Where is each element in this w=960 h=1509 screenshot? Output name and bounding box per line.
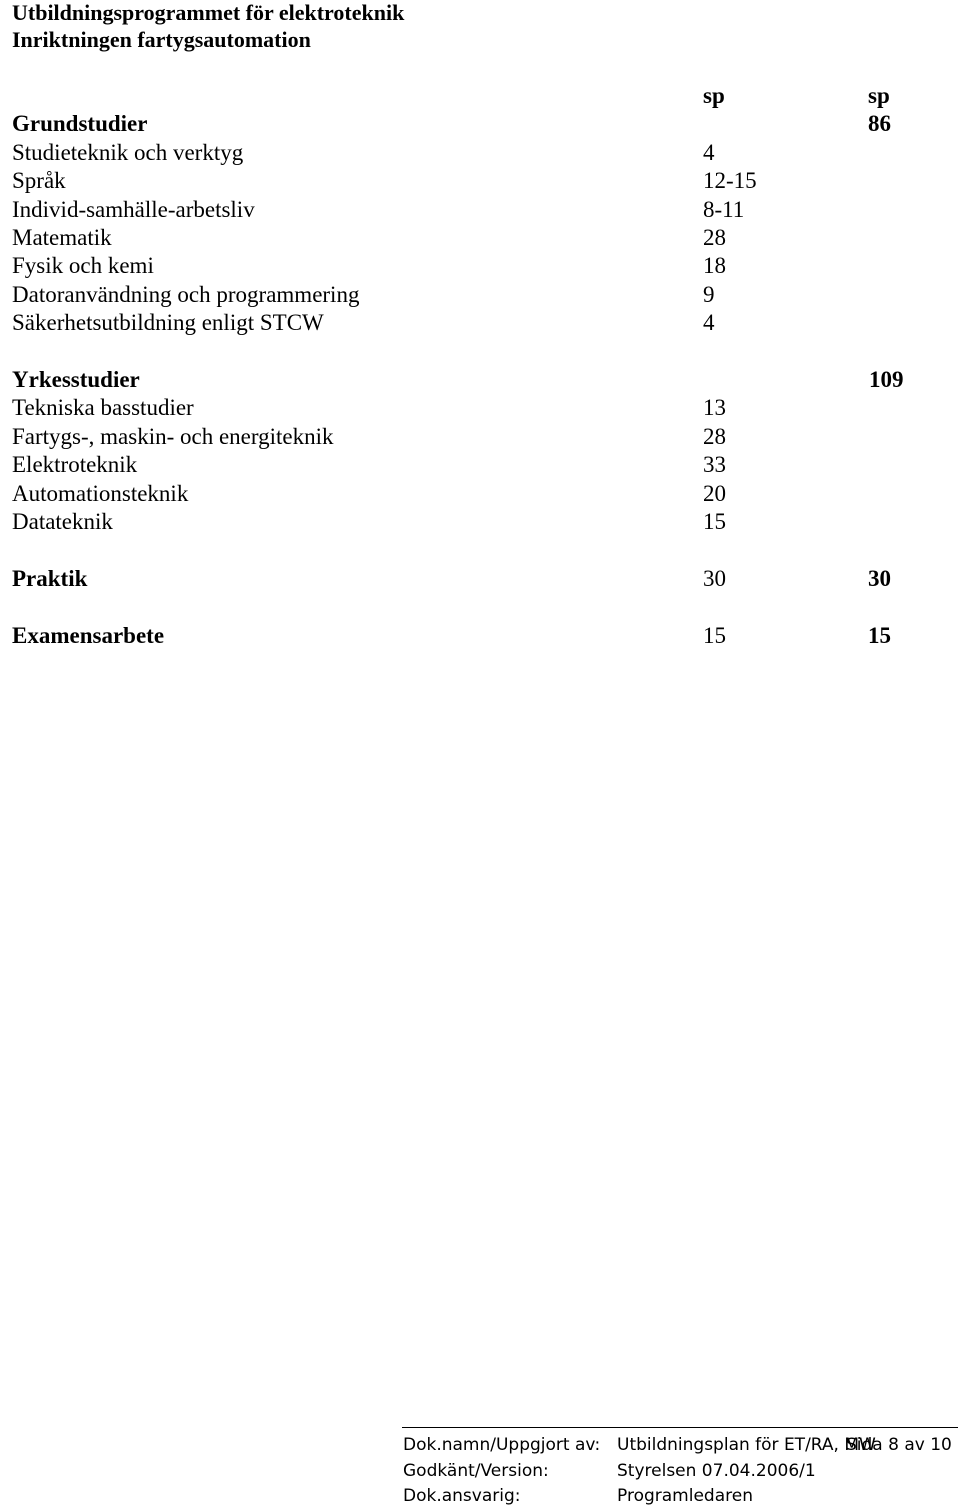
course-name: Säkerhetsutbildning enligt STCW xyxy=(12,310,324,335)
footer-approved-value: Styrelsen 07.04.2006/1 xyxy=(617,1461,816,1481)
course-sp: 20 xyxy=(703,481,726,506)
course-name: Tekniska basstudier xyxy=(12,395,194,420)
section-yrkesstudier xyxy=(12,366,952,394)
course-sp: 15 xyxy=(703,509,726,534)
footer-page-number: Sida 8 av 10 xyxy=(846,1435,952,1455)
section-grundstudier xyxy=(12,110,952,138)
section-praktik xyxy=(12,565,952,593)
course-name: Studieteknik och verktyg xyxy=(12,140,244,165)
section-sp: 30 xyxy=(703,566,726,591)
course-name: Datateknik xyxy=(12,509,113,534)
section-examensarbete xyxy=(12,622,952,650)
course-name: Automationsteknik xyxy=(12,481,189,506)
course-sp: 4 xyxy=(703,310,715,335)
course-name: Fartygs-, maskin- och energiteknik xyxy=(12,424,334,449)
document-subtitle: Inriktningen fartygsautomation xyxy=(12,27,311,52)
section-total: 30 xyxy=(868,566,891,591)
course-sp: 12-15 xyxy=(703,168,757,193)
course-row xyxy=(12,394,952,422)
course-sp: 28 xyxy=(703,225,726,250)
footer-responsible-value: Programledaren xyxy=(617,1486,753,1506)
course-row xyxy=(12,281,952,309)
course-sp: 28 xyxy=(703,424,726,449)
section-title: Grundstudier xyxy=(12,111,148,136)
course-row xyxy=(12,252,952,280)
course-row xyxy=(12,196,952,224)
course-name: Elektroteknik xyxy=(12,452,138,477)
course-name: Datoranvändning och programmering xyxy=(12,282,360,307)
course-name: Språk xyxy=(12,168,66,193)
course-row xyxy=(12,508,952,536)
course-sp: 8-11 xyxy=(703,197,745,222)
course-sp: 9 xyxy=(703,282,715,307)
footer-approved-label: Godkänt/Version: xyxy=(403,1461,549,1481)
footer-doc-name-label: Dok.namn/Uppgjort av: xyxy=(403,1435,601,1455)
section-sp: 15 xyxy=(703,623,726,648)
course-sp: 4 xyxy=(703,140,715,165)
course-name: Fysik och kemi xyxy=(12,253,154,278)
column-header-row xyxy=(12,82,952,110)
section-total: 109 xyxy=(869,367,904,392)
course-row xyxy=(12,480,952,508)
course-name: Individ-samhälle-arbetsliv xyxy=(12,197,255,222)
footer-doc-name-value: Utbildningsplan för ET/RA, MW xyxy=(617,1435,876,1455)
course-row xyxy=(12,224,952,252)
section-title: Praktik xyxy=(12,566,88,591)
document-title: Utbildningsprogrammet för elektroteknik xyxy=(12,0,405,25)
section-title: Yrkesstudier xyxy=(12,367,140,392)
course-sp: 33 xyxy=(703,452,726,477)
column-header-sp-total: sp xyxy=(868,83,890,108)
section-total: 15 xyxy=(868,623,891,648)
course-row xyxy=(12,423,952,451)
column-header-sp: sp xyxy=(703,83,725,108)
course-sp: 13 xyxy=(703,395,726,420)
section-title: Examensarbete xyxy=(12,623,165,648)
course-row xyxy=(12,139,952,167)
course-row xyxy=(12,451,952,479)
course-row xyxy=(12,167,952,195)
footer-divider xyxy=(402,1427,958,1428)
footer-responsible-label: Dok.ansvarig: xyxy=(403,1486,521,1506)
course-sp: 18 xyxy=(703,253,726,278)
course-name: Matematik xyxy=(12,225,112,250)
course-row xyxy=(12,309,952,337)
section-total: 86 xyxy=(868,111,891,136)
